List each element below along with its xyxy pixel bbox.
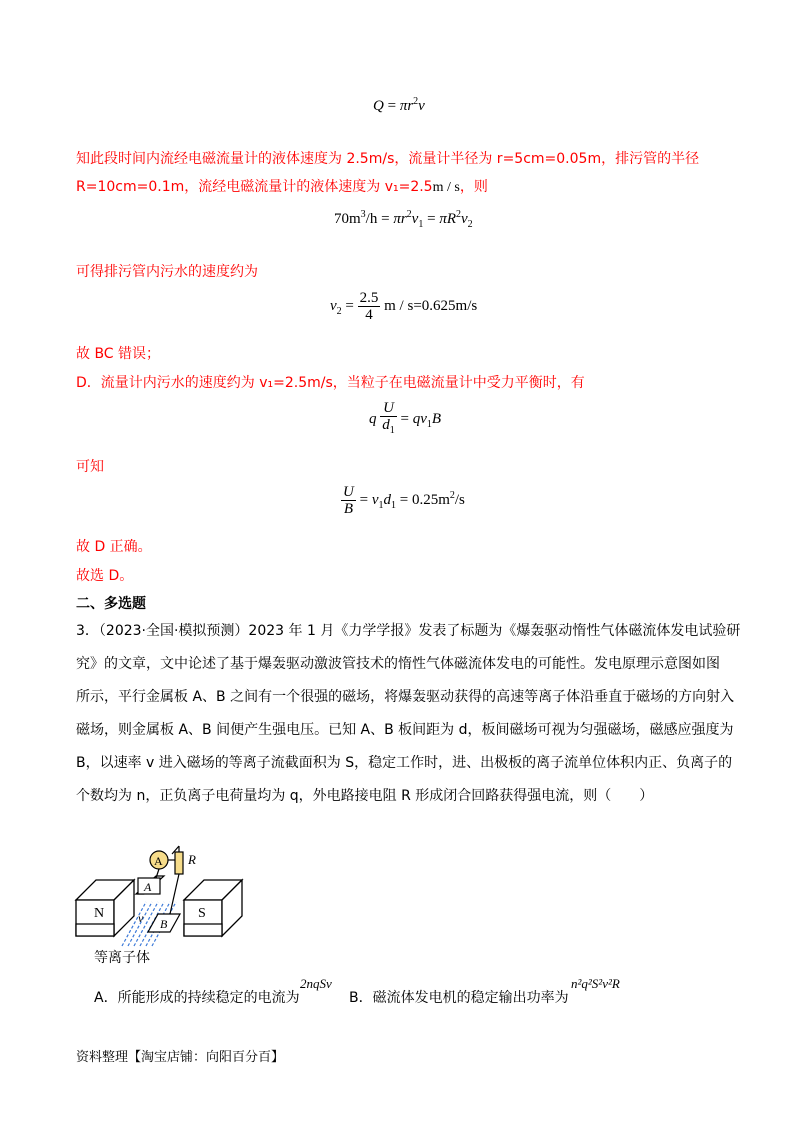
option-b-formula: n²q²S²v²R bbox=[571, 976, 620, 991]
equation-flow-rate: $Q = \pi r^2v$ bbox=[373, 96, 425, 114]
equation-v2: $v_2$ = $\frac{2.5}{4}$ m / s=0.625m/s bbox=[330, 290, 478, 323]
option-b[interactable] bbox=[349, 988, 569, 1008]
option-a[interactable] bbox=[94, 988, 300, 1008]
velocity-label: v bbox=[138, 911, 144, 925]
magnet-s-label: S bbox=[198, 906, 206, 921]
question-line-3: 所示，平行金属板 A、B 之间有一个很强的磁场，将爆轰驱动获得的高速等离子体沿垂直于磁场的方向射入 bbox=[76, 689, 735, 705]
solution-paragraph-7 bbox=[76, 566, 133, 586]
resistor-label: R bbox=[188, 852, 196, 867]
question-line-1: 3．（2023·全国·模拟预测）2023 年 1 月《力学学报》发表了标题为《爆轰驱动惰性气体磁流体发电试验研 bbox=[76, 623, 741, 639]
mhd-generator-diagram bbox=[66, 828, 266, 978]
solution-line-5: D．流量计内污水的速度约为 v₁=2.5m/s，当粒子在电磁流量计中受力平衡时，有 bbox=[76, 375, 585, 391]
magnet-n bbox=[76, 880, 134, 936]
question-line-6: 个数均为 n，正负离子电荷量均为 q，外电路接电阻 R 形成闭合回路获得强电流，则（ ） bbox=[76, 788, 654, 804]
solution-paragraph-3 bbox=[76, 344, 160, 364]
solution-line-2b: ，则 bbox=[459, 179, 488, 195]
equation-force-balance: q $\frac{U}{d_1}$ = $qv_1B$ bbox=[369, 400, 442, 436]
solution-line-2a: R=10cm=0.1m，流经电磁流量计的液体速度为 v₁=2.5 bbox=[76, 179, 433, 195]
ammeter-label: A bbox=[154, 854, 163, 868]
solution-line-8: 故选 D。 bbox=[76, 568, 134, 584]
option-a-text: A．所能形成的持续稳定的电流为 bbox=[94, 990, 300, 1006]
solution-paragraph-4 bbox=[76, 373, 585, 393]
plate-b-label: B bbox=[160, 917, 168, 931]
footer-text: 资料整理【淘宝店铺：向阳百分百】 bbox=[76, 1050, 285, 1065]
section-heading-text: 二、多选题 bbox=[76, 596, 146, 612]
magnet-s bbox=[184, 880, 242, 936]
solution-paragraph-1b bbox=[76, 177, 488, 198]
solution-paragraph-6 bbox=[76, 537, 152, 557]
figure-caption: 等离子体 bbox=[94, 950, 150, 966]
solution-paragraph-2 bbox=[76, 262, 258, 282]
option-a-formula: 2nqSv bbox=[300, 976, 332, 991]
solution-line-2-unit: m / s bbox=[432, 180, 460, 195]
option-b-text: B．磁流体发电机的稳定输出功率为 bbox=[349, 990, 569, 1006]
question-line-5: B，以速率 v 进入磁场的等离子流截面积为 S，稳定工作时，进、出极板的离子流单位体积内正、负离子的 bbox=[76, 755, 733, 771]
solution-line-1: 知此段时间内流经电磁流量计的液体速度为 2.5m/s，流量计半径为 r=5cm=0.05m，排污管的半径 bbox=[76, 151, 700, 167]
section-heading bbox=[76, 594, 146, 614]
magnet-n-label: N bbox=[94, 906, 105, 921]
solution-paragraph-1 bbox=[76, 149, 699, 169]
solution-paragraph-5 bbox=[76, 457, 104, 477]
solution-line-3: 可得排污管内污水的速度约为 bbox=[76, 264, 258, 280]
equation-u-over-b: $\frac{U}{B}$ = $v_1d_1 = 0.25m^2/s$ bbox=[343, 484, 465, 517]
equation-volume-flow: $70m^3/h = \pi r^2v_1 = \pi R^2v_2$ bbox=[334, 209, 473, 230]
solution-line-7: 故 D 正确。 bbox=[76, 539, 152, 555]
question-line-2: 究》的文章，文中论述了基于爆轰驱动激波管技术的惰性气体磁流体发电的可能性。发电原理示意图如图 bbox=[76, 656, 720, 672]
resistor-icon bbox=[175, 852, 183, 874]
question-line-4: 磁场，则金属板 A、B 间便产生强电压。已知 A、B 板间距为 d，板间磁场可视为匀强磁场，磁感应强度为 bbox=[76, 722, 734, 738]
plate-a-label: A bbox=[144, 880, 152, 894]
solution-line-6: 可知 bbox=[76, 459, 104, 475]
solution-line-4: 故 BC 错误； bbox=[76, 346, 161, 362]
